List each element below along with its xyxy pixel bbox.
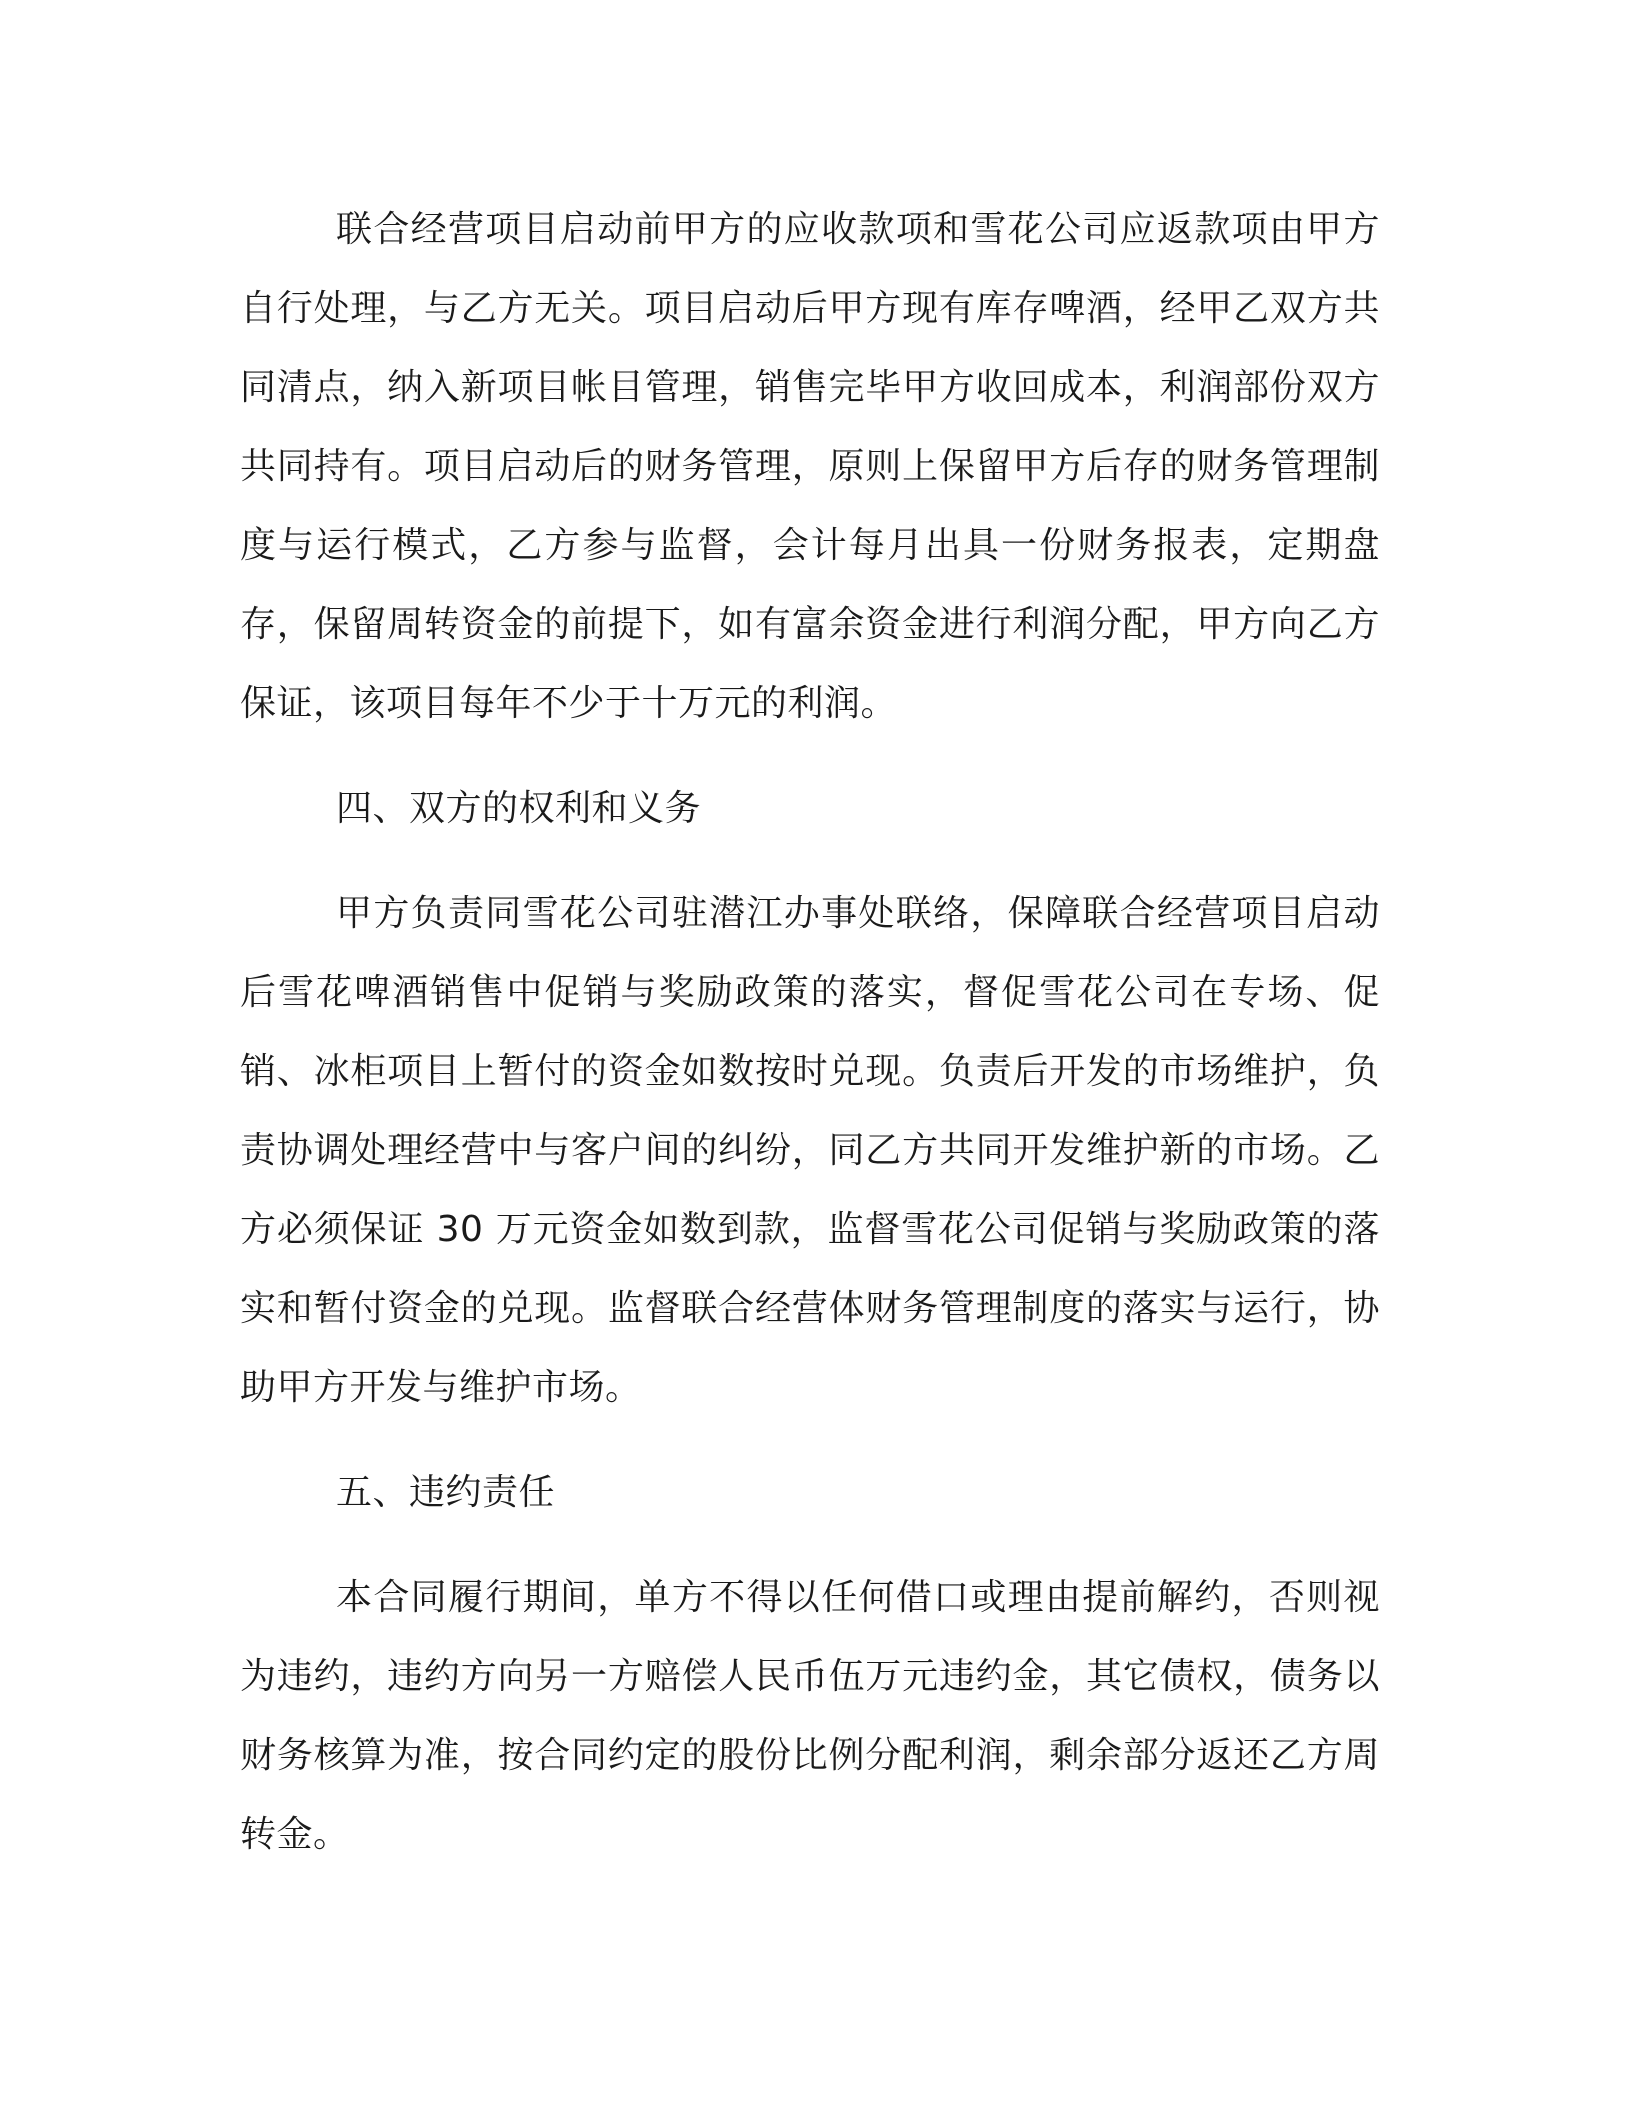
document-body xyxy=(240,190,1380,1874)
paragraph-gap xyxy=(240,1532,1380,1558)
paragraph-gap xyxy=(240,848,1380,874)
section-heading-rights-obligations: 四、双方的权利和义务 xyxy=(336,788,702,829)
section-heading-breach-liability: 五、违约责任 xyxy=(336,1472,556,1513)
paragraph-rights-obligations: 甲方负责同雪花公司驻潜江办事处联络，保障联合经营项目启动后雪花啤酒销售中促销与奖励政策的落实，督促雪花公司在专场、促销、冰柜项目上暂付的资金如数按时兑现。负责后开发的市场维护，负责协调处理经营中与客户间的纠纷，同乙方共同开发维护新的市场。乙方必须保证 30 万元资金如数到款，监督雪花公司促销与奖励政策的落实和暂付资金的兑现。监督联合经营体财务管理制度的落实与运行，协助甲方开发与维护市场。 xyxy=(240,893,1380,1408)
paragraph-gap xyxy=(240,1427,1380,1453)
paragraph-profit-management: 联合经营项目启动前甲方的应收款项和雪花公司应返款项由甲方自行处理，与乙方无关。项目启动后甲方现有库存啤酒，经甲乙双方共同清点，纳入新项目帐目管理，销售完毕甲方收回成本，利润部份双方共同持有。项目启动后的财务管理，原则上保留甲方后存的财务管理制度与运行模式，乙方参与监督，会计每月出具一份财务报表，定期盘存，保留周转资金的前提下，如有富余资金进行利润分配，甲方向乙方保证，该项目每年不少于十万元的利润。 xyxy=(240,209,1380,724)
paragraph-breach-liability: 本合同履行期间，单方不得以任何借口或理由提前解约，否则视为违约，违约方向另一方赔偿人民币伍万元违约金，其它债权，债务以财务核算为准，按合同约定的股份比例分配利润，剩余部分返还乙方周转金。 xyxy=(240,1577,1380,1855)
paragraph-gap xyxy=(240,743,1380,769)
